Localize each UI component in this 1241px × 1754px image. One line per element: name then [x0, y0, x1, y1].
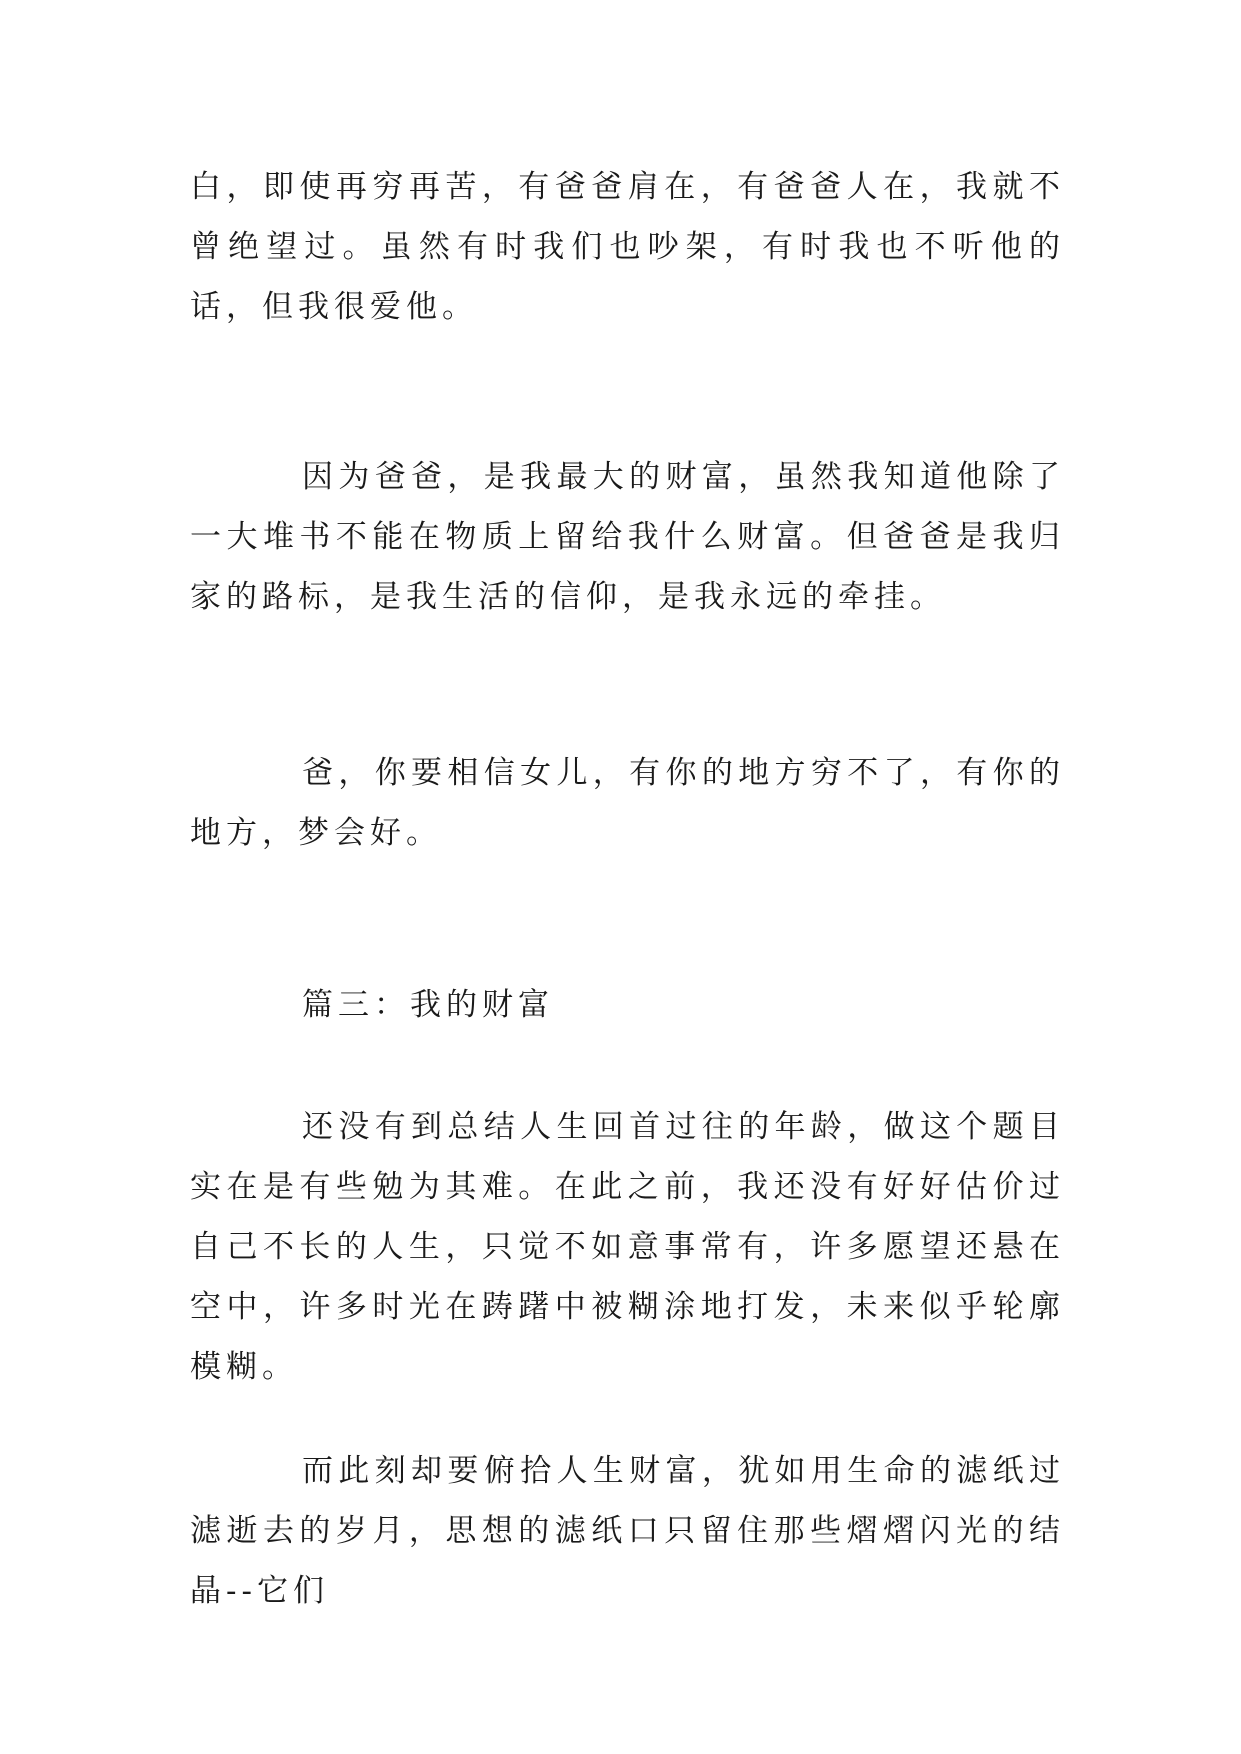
paragraph-filter-years: 而此刻却要俯拾人生财富，犹如用生命的滤纸过滤逝去的岁月，思想的滤纸口只留住那些熠熠闪光的结晶--它们 — [190, 1453, 1065, 1609]
paragraph-continuation: 白，即使再穷再苦，有爸爸肩在，有爸爸人在，我就不曾绝望过。虽然有时我们也吵架，有时我也不听他的话，但我很爱他。 — [190, 169, 1065, 325]
section-heading: 篇三：我的财富 — [302, 987, 554, 1023]
paragraph-father-wealth: 因为爸爸，是我最大的财富，虽然我知道他除了一大堆书不能在物质上留给我什么财富。但爸爸是我归家的路标，是我生活的信仰，是我永远的牵挂。 — [190, 459, 1065, 615]
paragraph-life-summary: 还没有到总结人生回首过往的年龄，做这个题目实在是有些勉为其难。在此之前，我还没有好好估价过自己不长的人生，只觉不如意事常有，许多愿望还悬在空中，许多时光在踌躇中被糊涂地打发，未来似乎轮廓模糊。 — [190, 1109, 1065, 1385]
paragraph-believe-daughter: 爸，你要相信女儿，有你的地方穷不了，有你的地方，梦会好。 — [190, 755, 1065, 851]
